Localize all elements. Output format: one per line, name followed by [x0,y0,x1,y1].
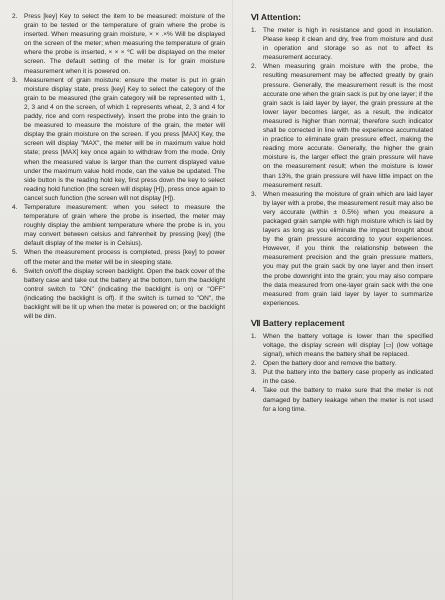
item-text: Take out the battery to make sure that the meter is not damaged by battery leakage when the meter is not used for a long time. [263,387,433,413]
item-number: 3. [251,190,257,198]
list-item [251,62,433,189]
list-item [12,267,225,322]
list-item [12,12,225,76]
item-text: Press [key] Key to select the item to be measured: moisture of the grain to be tested or the temperature of grain where the probe is inserted. When measuring grain moisture, × × .×% Will be displayed on the screen of the meter; when measuring the temperature of grain where the probe is inserted, × × × ℃ will be displayed on the meter screen. The default setting of the meter is for grain moisture measurement when it is powered on. [24,13,225,75]
item-text: When measuring grain moisture with the probe, the resulting measurement may be affected greatly by grain pressure. Generally, the measurement result is the most accurate one when the grain sack is put by one layer; if the grain sack is laid layer by layer, the grain pressure at the lower layer becomes larger, as a result, the indicator measured is higher than normal; therefore such indicator shall be corrected in line with the experience accumulated in practice to eliminate grain pressure effect, making the reading more accurate. Generally, the higher the grain moisture is, the larger effect the grain pressure will have on the measurement result; when the moisture is lower than 13%, the grain pressure will have little impact on the measurement result. [263,63,433,189]
item-text: Put the battery into the battery case properly as indicated in the case. [263,369,433,386]
list-item [12,248,225,266]
item-number: 1. [251,27,257,34]
item-number: 3. [251,369,257,377]
item-text: The meter is high in resistance and good in insulation. Please keep it clean and dry, free from moisture and dust in operation and storage so as not to affect its measurement accuracy. [263,27,433,62]
item-text: When the battery voltage is lower than the specified voltage, the display screen will display [▭] (low voltage signal), which means the battery shall be replaced. [263,332,433,359]
right-column [251,12,433,414]
battery-heading: Ⅶ Battery replacement [251,317,345,328]
item-text: Measurement of grain moisture: ensure the meter is put in grain moisture display state, press [key] Key to select the category of the grain to be measured (the grain category will be represented with 1, 2, 3 and 4 on the screen, of which 1 represents wheat, 2, 3 and 4 for paddy, rice and corn respectively). Insert the probe into the grain to be measured to measure the moisture of the grain, the meter will display the grain moisture on the screen. If you press [MAX] Key, the screen will display "MAX", the meter will be in maximum value hold state; press [MAX] key once again to withdraw from the mode. Only when the measured value is larger than the current displayed value under the maximum value hold mode, can the value be updated. The side button is the reading hold key, first press down the key to select reading hold function (the screen will display [H]), press once again to cancel such function (the screen will not display [H]). [24,76,225,202]
list-item [251,190,433,308]
item-number: 4. [12,203,18,211]
item-number: 2. [12,13,18,20]
item-text: When the measurement process is completed, press [key] to power off the meter and the meter will be in sleeping state. [24,249,225,266]
list-item [12,203,225,248]
item-number: 2. [251,360,257,368]
item-number: 3. [12,76,18,84]
item-text: Switch on/off the display screen backlight. Open the back cover of the battery case and take out the battery at the bottom, turn the backlight control switch to "ON" (indicating the backlight is on) or "OFF" (indicating the backlight is off). If the switch is turned to "ON", the backlight will be lit up when the meter is powered on; or the backlight will be dim. [24,267,225,321]
item-number: 2. [251,63,257,71]
item-number: 5. [12,249,18,257]
item-text: When measuring the moisture of grain which are laid layer by layer with a probe, the measurement result may also be very accurate (within ± 0.5%) when you measure a packaged grain sample with high moisture which is laid by layers as long as you eliminate the impact brought about by the grain pressure according to your experiences. However, if you think the relationship between the measurement precision and the grain pressure matters, you may put the grain sack by one layer and then insert the probe downright into the grain; you may also compare the data measured from one-layer grain sack with the one measured from grain laid layer by layer to summarize experiences. [263,190,433,307]
list-item [12,76,225,203]
list-item [251,368,433,386]
item-number: 4. [251,387,257,395]
section-spacer [251,308,433,318]
list-item [251,332,433,359]
item-number: 6. [12,267,18,275]
list-item [251,359,433,368]
attention-heading: Ⅵ Attention: [251,12,302,22]
item-text: Open the battery door and remove the battery. [263,360,397,368]
left-column [12,12,225,321]
list-item [251,26,433,62]
item-text: Temperature measurement: when you select to measure the temperature of grain where the probe is inserted, the meter may roughly display the ambient temperature where the probe is in, you may convert between celsius and fahrenheit by pressing [key] (the default display of the meter is in Celsius). [24,203,225,248]
page-fold [232,0,233,600]
list-item [251,386,433,413]
item-number: 1. [251,332,257,340]
